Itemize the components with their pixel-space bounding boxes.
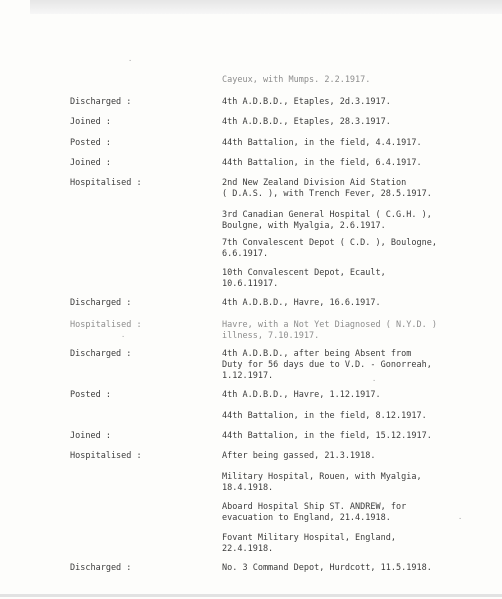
entry-text: Aboard Hospital Ship ST. ANDREW, for evacuation to England, 21.4.1918. xyxy=(222,502,407,523)
entry-text: Cayeux, with Mumps. 2.2.1917. xyxy=(222,75,371,85)
entry-label: Discharged : xyxy=(70,349,132,359)
entry-text: Fovant Military Hospital, England, 22.4.1918. xyxy=(222,533,396,554)
entry-text: 7th Convalescent Depot ( C.D. ), Boulogne, 6.6.1917. xyxy=(222,238,437,259)
entry-label: Hospitalised : xyxy=(70,320,142,330)
entry-text: 2nd New Zealand Division Aid Station ( D.A.S. ), with Trench Fever, 28.5.1917. xyxy=(222,178,432,199)
entry-text: Military Hospital, Rouen, with Myalgia, 18.4.1918. xyxy=(222,472,422,493)
entry-text: 4th A.D.B.D., after being Absent from Duty for 56 days due to V.D. - Gonorreah, 1.12.1917. xyxy=(222,349,432,381)
entry-text: After being gassed, 21.3.1918. xyxy=(222,451,376,461)
entry-text: 4th A.D.B.D., Havre, 1.12.1917. xyxy=(222,390,381,400)
scan-speck: · xyxy=(372,377,377,385)
scan-speck: · xyxy=(121,333,126,341)
entry-label: Posted : xyxy=(70,390,111,400)
entry-label: Posted : xyxy=(70,138,111,148)
entry-text: 4th A.D.B.D., Havre, 16.6.1917. xyxy=(222,298,381,308)
entry-label: Joined : xyxy=(70,158,111,168)
entry-label: Discharged : xyxy=(70,298,132,308)
entry-text: 4th A.D.B.D., Etaples, 2d.3.1917. xyxy=(222,97,391,107)
entry-label: Discharged : xyxy=(70,97,132,107)
entry-text: No. 3 Command Depot, Hurdcott, 11.5.1918. xyxy=(222,563,432,573)
scan-speck: · xyxy=(458,515,463,523)
entry-label: Hospitalised : xyxy=(70,451,142,461)
entry-text: 10th Convalescent Depot, Ecault, 10.6.11917. xyxy=(222,268,386,289)
entry-text: 44th Battalion, in the field, 8.12.1917. xyxy=(222,411,427,421)
entry-text: 44th Battalion, in the field, 4.4.1917. xyxy=(222,138,422,148)
entry-text: 4th A.D.B.D., Etaples, 28.3.1917. xyxy=(222,117,391,127)
entry-text: 44th Battalion, in the field, 6.4.1917. xyxy=(222,158,422,168)
entry-label: Joined : xyxy=(70,117,111,127)
entry-label: Joined : xyxy=(70,431,111,441)
scan-bottom-edge xyxy=(0,594,502,597)
scan-top-edge xyxy=(30,0,502,14)
entry-text: 3rd Canadian General Hospital ( C.G.H. ), Boulgne, with Myalgia, 2.6.1917. xyxy=(222,210,432,231)
entry-text: 44th Battalion, in the field, 15.12.1917. xyxy=(222,431,432,441)
scan-speck: · xyxy=(128,57,133,65)
entry-label: Hospitalised : xyxy=(70,178,142,188)
entry-text: Havre, with a Not Yet Diagnosed ( N.Y.D. ) illness, 7.10.1917. xyxy=(222,320,437,341)
entry-label: Discharged : xyxy=(70,563,132,573)
